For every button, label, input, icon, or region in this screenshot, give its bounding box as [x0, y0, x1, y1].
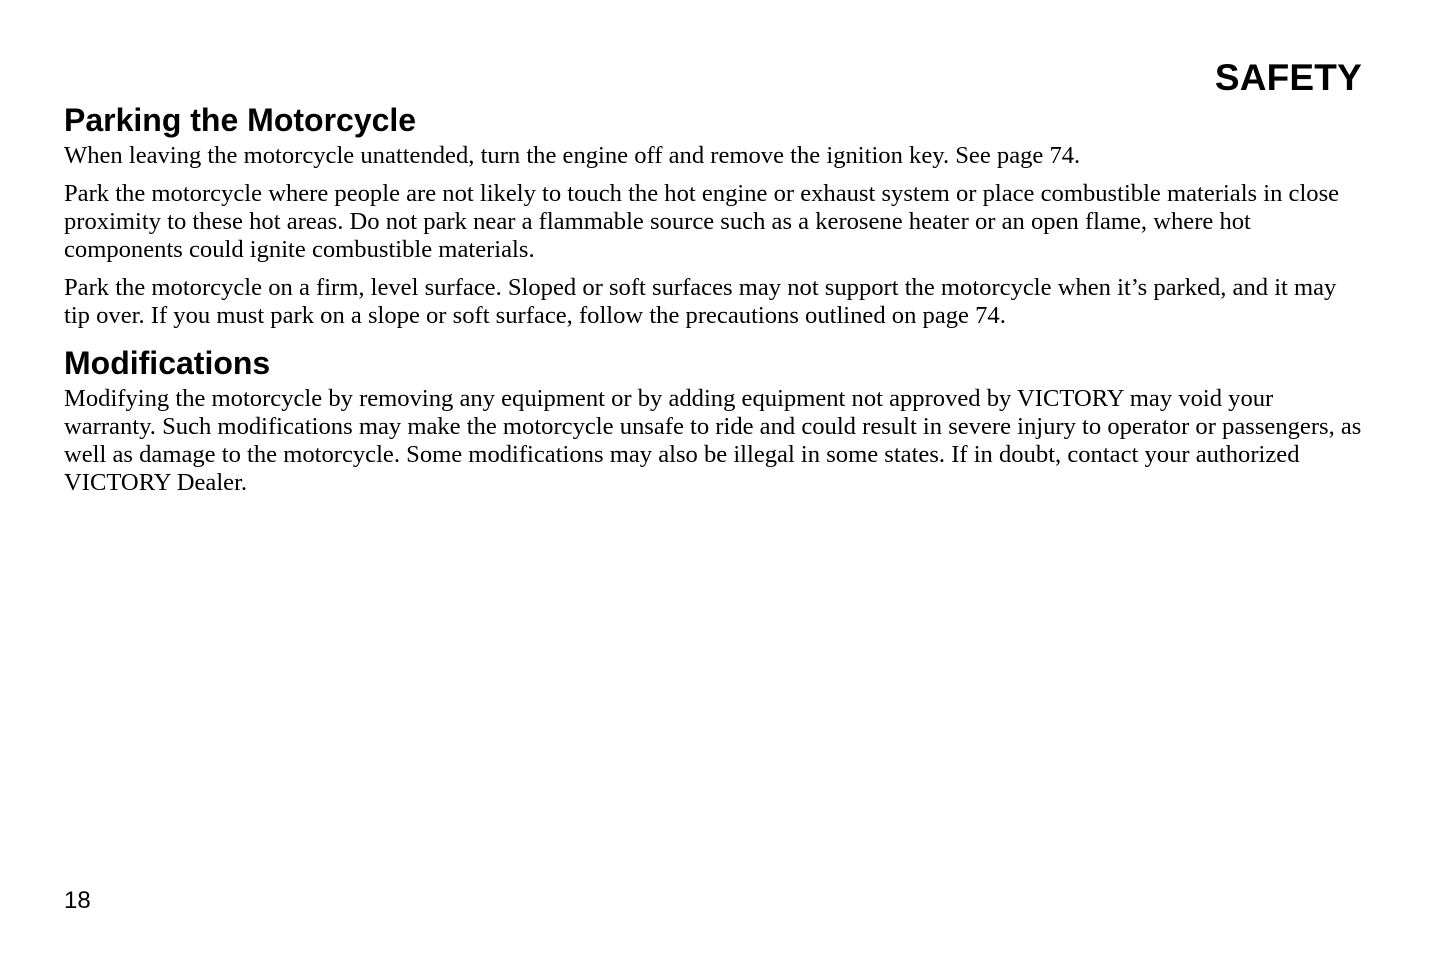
paragraph: Modifying the motorcycle by removing any equipment or by adding equipment not approved by VICTORY may void your warranty. Such modifications may make the motorcycle unsafe to ride and could result in severe injury to operator or passengers, as well as damage to the motorcycle. Some modifications may also be illegal in some states. If in doubt, contact your authorized VICTORY Dealer. [64, 385, 1362, 496]
page-number: 18 [64, 887, 91, 914]
page-content [64, 100, 1364, 497]
paragraph: Park the motorcycle where people are not likely to touch the hot engine or exhaust system or place combustible materials in close proximity to these hot areas. Do not park near a flammable source such as a kerosene heater or an open flame, where hot components could ignite combustible materials. [64, 180, 1340, 263]
section-heading-parking: Parking the Motorcycle [64, 102, 417, 138]
paragraph: Park the motorcycle on a firm, level surface. Sloped or soft surfaces may not support the motorcycle when it’s parked, and it may tip over. If you must park on a slope or soft surface, follow the precautions outlined on page 74. [64, 274, 1337, 329]
section-modifications [64, 343, 1364, 497]
running-head: SAFETY [1214, 57, 1362, 98]
paragraph: When leaving the motorcycle unattended, turn the engine off and remove the ignition key. See page 74. [64, 142, 1081, 169]
section-parking [64, 100, 1364, 330]
section-heading-modifications: Modifications [64, 345, 271, 381]
